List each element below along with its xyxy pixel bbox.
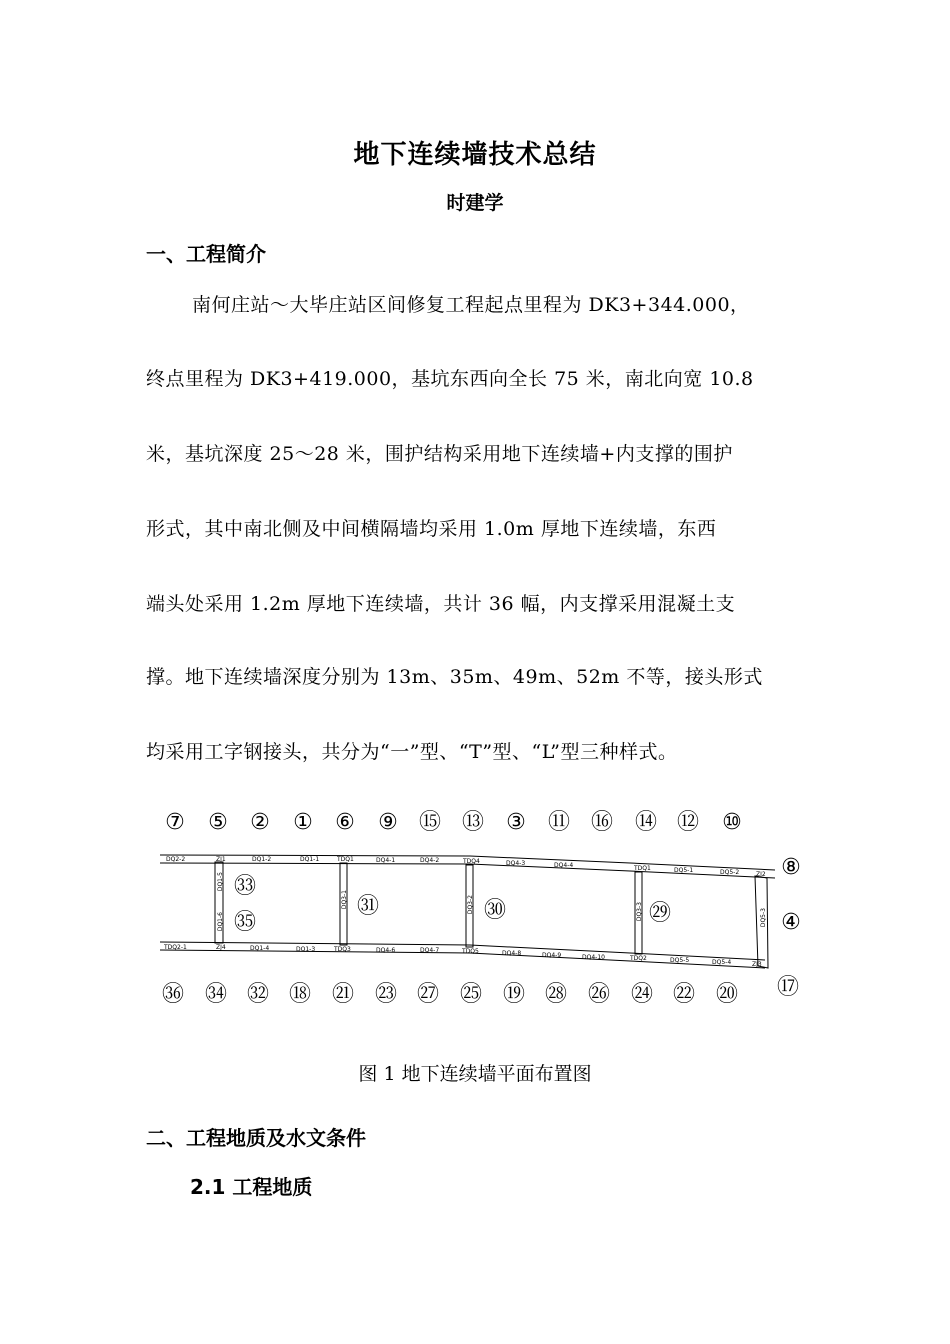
document-author: 时建学: [446, 192, 504, 214]
panel-number: ⑥: [335, 810, 355, 835]
panel-number: ㊱: [161, 982, 185, 1007]
panel-number: ⑮: [418, 810, 442, 835]
wall-label: DQ4-2: [420, 857, 440, 864]
wall-label: TDQ2: [630, 955, 647, 962]
wall-label: DQ1-2: [252, 856, 272, 863]
bottom-panel-numbers: [162, 982, 738, 1007]
wall-label: TDQ4: [463, 858, 480, 865]
wall-label: TDQ1: [337, 856, 354, 863]
wall-label: ZJ3: [752, 961, 762, 968]
panel-number: ㉟: [233, 910, 257, 935]
wall-label: ZJ4: [216, 944, 226, 951]
panel-number: ⑨: [378, 810, 398, 835]
panel-number: ⑫: [676, 810, 700, 835]
panel-number: ⑬: [461, 810, 485, 835]
wall-label: DQ1-6: [217, 912, 224, 932]
panel-number: ⑰: [776, 975, 800, 1000]
section-heading-1: 一、工程简介: [146, 242, 266, 266]
panel-number: ⑩: [722, 810, 742, 835]
paragraph-line: 均采用工字钢接头，共分为“一”型、“T”型、“L”型三种样式。: [146, 741, 678, 763]
panel-number: ㉛: [356, 894, 380, 919]
wall-label: DQ4-4: [554, 862, 574, 869]
wall-label: DQ4-8: [502, 950, 522, 957]
wall-label: DQ3-3: [636, 902, 643, 922]
wall-label: DQ4-7: [420, 947, 440, 954]
paragraph-line: 米，基坑深度 25～28 米，围护结构采用地下连续墙+内支撑的围护: [146, 443, 733, 465]
panel-number: ㉒: [672, 982, 696, 1007]
wall-label: DQ5-3: [760, 908, 767, 928]
wall-label: DQ5-2: [720, 869, 740, 876]
wall-label: DQ4-9: [542, 952, 562, 959]
paragraph-line: 南何庄站～大毕庄站区间修复工程起点里程为 DK3+344.000，: [192, 294, 750, 316]
panel-number: ⑧: [781, 855, 801, 880]
top-panel-numbers: [165, 810, 742, 835]
paragraph-line: 端头处采用 1.2m 厚地下连续墙，共计 36 幅，内支撑采用混凝土支: [146, 593, 736, 615]
panel-number: ⑤: [208, 810, 228, 835]
right-panel-numbers: [777, 855, 801, 1000]
panel-number: ⑱: [288, 982, 312, 1007]
panel-number: ①: [293, 810, 313, 835]
paragraph-line: 撑。地下连续墙深度分别为 13m、35m、49m、52m 不等，接头形式: [146, 666, 763, 688]
document-title: 地下连续墙技术总结: [353, 140, 597, 170]
panel-number: ⑪: [547, 810, 571, 835]
section-heading-2: 二、工程地质及水文条件: [146, 1126, 366, 1150]
wall-label: DQ1-3: [296, 946, 316, 953]
panel-number: ㉜: [246, 982, 270, 1007]
wall-label: ZJ2: [756, 871, 766, 878]
wall-label: DQ1-4: [250, 945, 270, 952]
wall-label: DQ4-3: [506, 860, 526, 867]
wall-label: DQ3-1: [341, 890, 348, 910]
wall-plan-figure: [150, 800, 810, 1015]
panel-number: ㉚: [483, 898, 507, 923]
panel-number: ㉑: [331, 982, 355, 1007]
panel-number: ⑦: [165, 810, 185, 835]
panel-number: ⑲: [502, 982, 526, 1007]
wall-label: TDQ5: [462, 948, 479, 955]
wall-label: DQ5-1: [674, 867, 694, 874]
wall-label: TDQ1: [634, 865, 651, 872]
panel-number: ㉗: [416, 982, 440, 1007]
bottom-wall-labels: [163, 944, 762, 968]
panel-number: ③: [506, 810, 526, 835]
wall-label: DQ4-6: [376, 947, 396, 954]
panel-number: ㉙: [648, 901, 672, 926]
wall-label: DQ5-5: [670, 957, 690, 964]
panel-number: ⑯: [590, 810, 614, 835]
panel-number: ㉔: [630, 982, 654, 1007]
inner-panel-numbers: [234, 874, 671, 935]
wall-label: ZJ1: [216, 856, 226, 863]
wall-label: DQ2-2: [166, 856, 186, 863]
panel-number: ㉞: [204, 982, 228, 1007]
wall-label: TDQ2-1: [164, 944, 187, 951]
panel-number: ㉖: [587, 982, 611, 1007]
figure-caption: 图 1 地下连续墙平面布置图: [358, 1063, 592, 1085]
wall-label: DQ1-5: [217, 872, 224, 892]
panel-number: ㉝: [233, 874, 257, 899]
panel-number: ㉘: [544, 982, 568, 1007]
paragraph-line: 形式，其中南北侧及中间横隔墙均采用 1.0m 厚地下连续墙，东西: [146, 518, 717, 540]
subsection-heading-2-1: 2.1 工程地质: [190, 1175, 313, 1199]
wall-label: DQ4-10: [582, 954, 605, 961]
paragraph-line: 终点里程为 DK3+419.000，基坑东西向全长 75 米，南北向宽 10.8: [146, 368, 754, 390]
panel-number: ⑭: [634, 810, 658, 835]
panel-number: ②: [250, 810, 270, 835]
wall-label: DQ1-1: [300, 856, 320, 863]
panel-number: ㉓: [374, 982, 398, 1007]
wall-label: DQ5-4: [712, 959, 732, 966]
panel-number: ⑳: [715, 982, 739, 1007]
wall-label: TDQ3: [334, 946, 351, 953]
panel-number: ㉕: [459, 982, 483, 1007]
wall-label: DQ3-2: [467, 895, 474, 915]
wall-label: DQ4-1: [376, 857, 396, 864]
panel-number: ④: [781, 910, 801, 935]
